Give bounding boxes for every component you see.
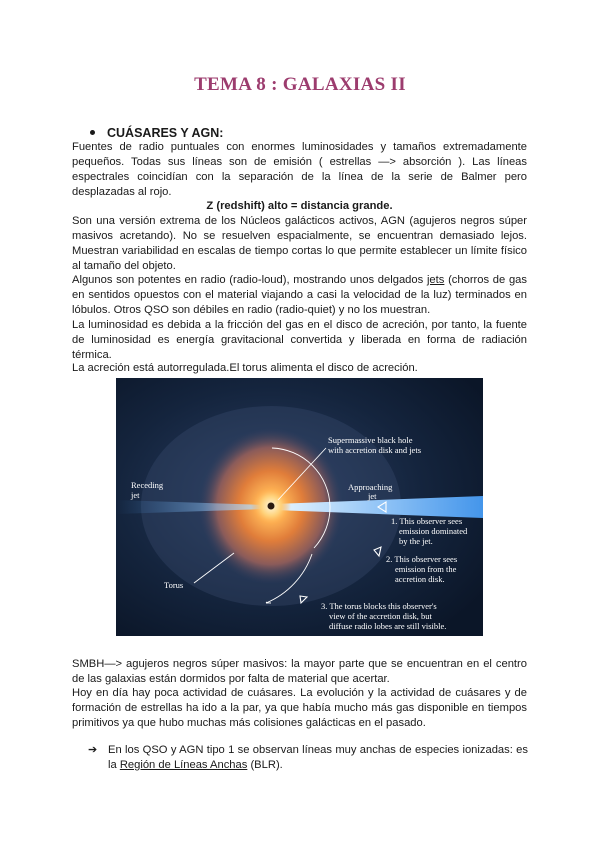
blr-link[interactable]: Región de Líneas Anchas <box>119 759 248 771</box>
paragraph-smbh: SMBH—> agujeros negros súper masivos: la mayor parte que se encuentran en el centro de las galaxias están dormidos por falta de material que acertar. <box>72 658 527 685</box>
agn-diagram-figure <box>116 378 483 636</box>
observer3-line2: view of the accretion disk, but <box>329 611 432 621</box>
list-item-text <box>108 743 528 773</box>
paragraph-redshift: Z (redshift) alto = distancia grande. <box>206 200 393 212</box>
observer2-line2: emission from the <box>395 564 457 574</box>
jets-text-before: Algunos son potentes en radio (radio-loud), mostrando unos delgados <box>72 274 427 286</box>
agn-diagram <box>116 378 483 636</box>
paragraph-agn: Son una versión extrema de los Núcleos galácticos activos, AGN (agujeros negros súper masivos acretando). No se resuelven espacialmente, se encuentran demasiado lejos. Muestran variabilidad en escalas de tiempo cortas lo que permite establecer un límite físico al tamaño del objeto. <box>72 215 527 272</box>
observer1-line3: by the jet. <box>399 536 433 546</box>
observer1-line1: 1. This observer sees <box>391 516 463 526</box>
arrow-right-icon: ➔ <box>88 744 98 756</box>
page-title: TEMA 8 : GALAXIAS II <box>194 74 406 95</box>
observer3-line3: diffuse radio lobes are still visible. <box>329 621 447 631</box>
label-approaching-2: jet <box>368 491 377 501</box>
blr-text-after: (BLR). <box>247 759 283 771</box>
bullet-dot-icon <box>90 130 95 135</box>
section-heading-text: CUÁSARES Y AGN: <box>107 126 224 140</box>
observer2-line3: accretion disk. <box>395 574 445 584</box>
label-approaching-1: Approaching <box>348 482 393 492</box>
section-heading <box>90 126 223 140</box>
jets-text-after: (chorros de gas en sentidos opuestos con el material viajando a casi la velocidad de la luz) terminados en lóbulos. Otros QSO son débiles en radio (radio-quiet) y no los muestran. <box>72 274 527 316</box>
label-receding-1: Receding <box>131 480 164 490</box>
jets-link[interactable]: jets <box>426 274 445 286</box>
paragraph-luminosity: La luminosidad es debida a la fricción del gas en el disco de acreción, por tanto, la fuente de luminosidad es energía gravitacional convertida y liberada en forma de radiación térmica. <box>72 319 527 361</box>
label-torus: Torus <box>164 580 184 590</box>
paragraph-accretion: La acreción está autorregulada.El torus alimenta el disco de acreción. <box>72 362 418 374</box>
label-smbh-1: Supermassive black hole <box>328 435 413 445</box>
observer2-line1: 2. This observer sees <box>386 554 458 564</box>
paragraph-jets <box>72 273 527 318</box>
label-receding-2: jet <box>131 490 140 500</box>
observer3-line1: 3. The torus blocks this observer's <box>321 601 437 611</box>
paragraph-activity: Hoy en día hay poca actividad de cuásares. La evolución y la actividad de cuásares y de formación de estrellas ha ido a la par, ya que había mucho más gas disponible en tiempos primitivos ya que hubo muchas más colisiones galácticas en el pasado. <box>72 687 527 729</box>
blr-text-before: En los QSO y AGN tipo 1 se observan líneas muy anchas de especies ionizadas: es la <box>108 744 528 771</box>
label-smbh-2: with accretion disk and jets <box>328 445 422 455</box>
paragraph-intro: Fuentes de radio puntuales con enormes luminosidades y tamaños extremadamente pequeños. Todas sus líneas son de emisión ( estrellas —> absorción ). Las líneas espectrales coincidían con la separación de la línea de la serie de Balmer pero desplazadas al rojo. <box>72 141 527 198</box>
black-hole <box>268 503 275 510</box>
observer1-line2: emission dominated <box>399 526 468 536</box>
